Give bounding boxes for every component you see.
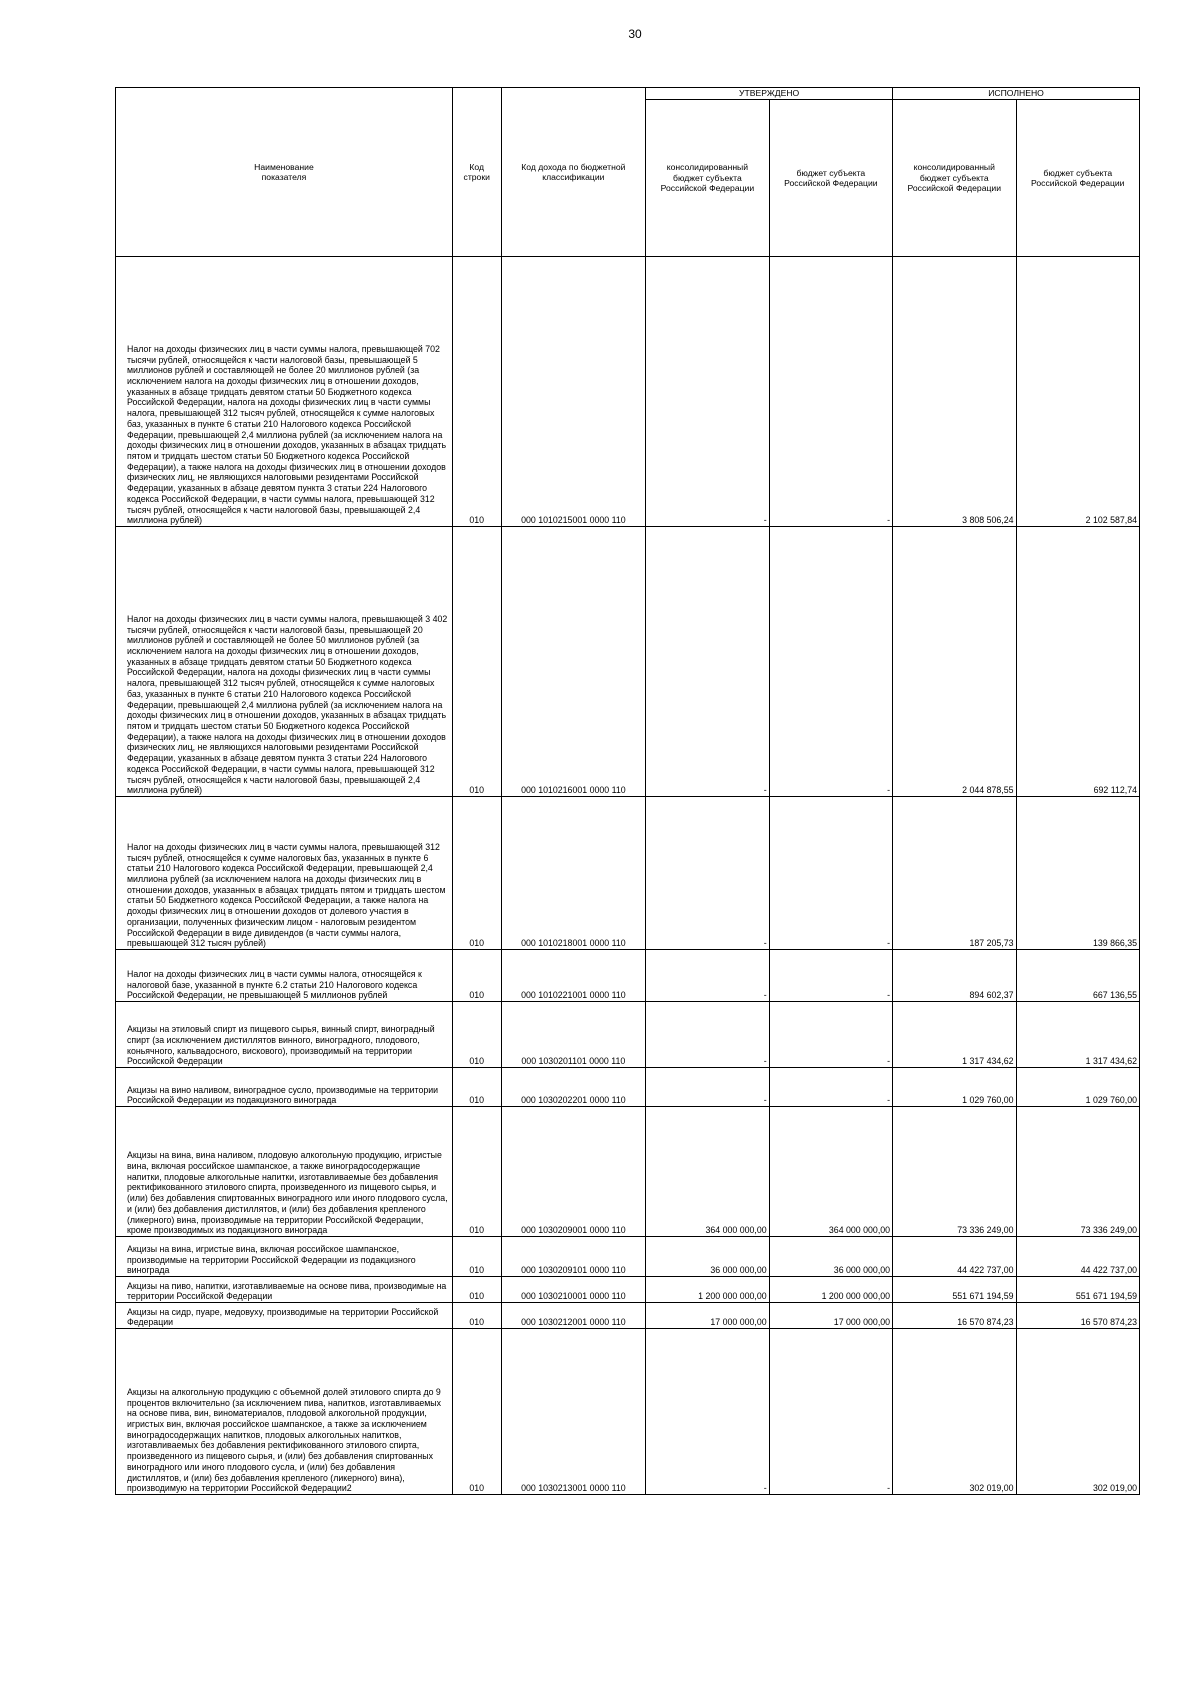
approved-consolidated: -	[646, 1329, 769, 1495]
header-approved-subject: бюджет субъекта Российской Федерации	[769, 100, 892, 257]
income-code: 000 1030209101 0000 110	[501, 1237, 646, 1277]
income-code: 000 1030213001 0000 110	[501, 1329, 646, 1495]
income-code: 000 1030209001 0000 110	[501, 1107, 646, 1237]
income-code: 000 1010216001 0000 110	[501, 527, 646, 797]
approved-subject: -	[769, 1068, 892, 1107]
indicator-name	[116, 797, 453, 950]
indicator-name-text: Налог на доходы физических лиц в части суммы налога, превышающей 702 тысячи рублей, относящейся к части налоговой базы, превышающей 5 миллионов рублей и составляющей не более 20 миллионов рублей (за исключением налога на доходы физических лиц в отношении доходов, указанных в абзаце тридцать девятом статьи 50 Бюджетного кодекса Российской Федерации, налога на доходы физических лиц в части суммы налога, превышающей 312 тысяч рублей, относящейся к сумме налоговых баз, указанных в пункте 6 статьи 210 Налогового кодекса Российской Федерации, превышающей 2,4 миллиона рублей (за исключением налога на доходы физических лиц в отношении доходов, указанных в абзацах тридцать пятом и тридцать шестом статьи 50 Бюджетного кодекса Российской Федерации), а также налога на доходы физических лиц в отношении доходов физических лиц, не являющихся налоговыми резидентами Российской Федерации, указанных в абзаце девятом пункта 3 статьи 224 Налогового кодекса Российской Федерации, в части суммы налога, превышающей 312 тысяч рублей, относящейся к части налоговой базы, превышающей 2,4 миллиона рублей)	[127, 343, 447, 526]
approved-subject: 364 000 000,00	[769, 1107, 892, 1237]
indicator-name-text: Налог на доходы физических лиц в части суммы налога, превышающей 312 тысяч рублей, относящейся к сумме налоговых баз, указанных в пункте 6 статьи 210 Налогового кодекса Российской Федерации, превышающей 2,4 миллиона рублей (за исключением налога на доходы физических лиц в отношении доходов, указанных в абзацах тридцать пятом и тридцать шестом статьи 50 Бюджетного кодекса Российской Федерации, а также налога на доходы физических лиц в отношении доходов от долевого участия в организации, полученных физическим лицом - налоговым резидентом Российской Федерации в виде дивидендов (в части суммы налога, превышающей 312 тысяч рублей)	[127, 841, 446, 949]
indicator-name	[116, 1002, 453, 1068]
income-code: 000 1010215001 0000 110	[501, 257, 646, 527]
indicator-name	[116, 1237, 453, 1277]
header-approved: УТВЕРЖДЕНО	[646, 88, 893, 100]
executed-subject: 667 136,55	[1016, 950, 1140, 1002]
row-code: 010	[452, 950, 501, 1002]
indicator-name-text: Акцизы на вина, вина наливом, плодовую алкогольную продукцию, игристые вина, включая российское шампанское, а также виноградосодержащие напитки, плодовые алкогольные напитки, изготавливаемые без добавления ректификованного этилового спирта, произведенного из пищевого сырья, и (или) без добавления спиртованных виноградного или иного плодового сусла, и (или) без добавления дистиллятов, и (или) без добавления крепленого (ликерного) вина, производимые на территории Российской Федерации, кроме производимых из подакцизного винограда	[127, 1150, 448, 1236]
indicator-name	[116, 1068, 453, 1107]
indicator-name-text: Акцизы на сидр, пуаре, медовуху, производимые на территории Российской Федерации	[127, 1306, 439, 1328]
table-row	[116, 257, 1140, 527]
executed-consolidated: 73 336 249,00	[893, 1107, 1016, 1237]
executed-consolidated: 44 422 737,00	[893, 1237, 1016, 1277]
approved-consolidated: -	[646, 1068, 769, 1107]
row-code: 010	[452, 1329, 501, 1495]
approved-consolidated: -	[646, 527, 769, 797]
approved-subject: -	[769, 257, 892, 527]
table-row	[116, 1002, 1140, 1068]
executed-subject: 44 422 737,00	[1016, 1237, 1140, 1277]
approved-subject: -	[769, 1329, 892, 1495]
indicator-name-text: Акцизы на пиво, напитки, изготавливаемые на основе пива, производимые на территории Российской Федерации	[127, 1280, 447, 1302]
approved-consolidated: 364 000 000,00	[646, 1107, 769, 1237]
approved-consolidated: 17 000 000,00	[646, 1303, 769, 1329]
table-row	[116, 797, 1140, 950]
approved-consolidated: 1 200 000 000,00	[646, 1277, 769, 1303]
executed-subject: 1 029 760,00	[1016, 1068, 1140, 1107]
row-code: 010	[452, 1237, 501, 1277]
indicator-name-text: Налог на доходы физических лиц в части суммы налога, превышающей 3 402 тысячи рублей, относящейся к части налоговой базы, превышающей 20 миллионов рублей и составляющей не более 50 миллионов рублей (за исключением налога на доходы физических лиц в отношении доходов, указанных в абзаце тридцать девятом статьи 50 Бюджетного кодекса Российской Федерации, налога на доходы физических лиц в части суммы налога, превышающей 312 тысяч рублей, относящейся к сумме налоговых баз, указанных в пункте 6 статьи 210 Налогового кодекса Российской Федерации, превышающей 2,4 миллиона рублей (за исключением налога на доходы физических лиц в отношении доходов, указанных в абзацах тридцать пятом и тридцать шестом статьи 50 Бюджетного кодекса Российской Федерации), а также налога на доходы физических лиц в отношении доходов физических лиц, не являющихся налоговыми резидентами Российской Федерации, указанных в абзаце девятом пункта 3 статьи 224 Налогового кодекса Российской Федерации, в части суммы налога, превышающей 312 тысяч рублей, относящейся к части налоговой базы, превышающей 2,4 миллиона рублей)	[127, 613, 448, 796]
executed-subject: 2 102 587,84	[1016, 257, 1140, 527]
table-row	[116, 1068, 1140, 1107]
indicator-name	[116, 1303, 453, 1329]
income-code: 000 1030201101 0000 110	[501, 1002, 646, 1068]
executed-consolidated: 894 602,37	[893, 950, 1016, 1002]
executed-subject: 1 317 434,62	[1016, 1002, 1140, 1068]
executed-consolidated: 1 029 760,00	[893, 1068, 1016, 1107]
table-row	[116, 527, 1140, 797]
table-row	[116, 1303, 1140, 1329]
header-executed-consolidated: консолидированный бюджет субъекта Российской Федерации	[893, 100, 1016, 257]
approved-subject: -	[769, 527, 892, 797]
table-row	[116, 1237, 1140, 1277]
executed-consolidated: 16 570 874,23	[893, 1303, 1016, 1329]
executed-subject: 139 866,35	[1016, 797, 1140, 950]
approved-subject: 36 000 000,00	[769, 1237, 892, 1277]
header-row-code: Код строки	[452, 88, 501, 257]
budget-table	[115, 87, 1140, 1495]
approved-consolidated: -	[646, 950, 769, 1002]
approved-consolidated: -	[646, 797, 769, 950]
indicator-name-text: Акцизы на вина, игристые вина, включая российское шампанское, производимые на территории Российской Федерации из подакцизного винограда	[127, 1243, 416, 1276]
row-code: 010	[452, 1277, 501, 1303]
indicator-name-text: Налог на доходы физических лиц в части суммы налога, относящейся к налоговой базе, указанной в пункте 6.2 статьи 210 Налогового кодекса Российской Федерации, не превышающей 5 миллионов рублей	[127, 968, 422, 1001]
indicator-name-text: Акцизы на вино наливом, виноградное сусло, производимые на территории Российской Федерации из подакцизного винограда	[127, 1084, 439, 1106]
row-code: 010	[452, 527, 501, 797]
row-code: 010	[452, 1303, 501, 1329]
header-executed-subject: бюджет субъекта Российской Федерации	[1016, 100, 1140, 257]
income-code: 000 1010221001 0000 110	[501, 950, 646, 1002]
header-group-row	[116, 88, 1140, 100]
indicator-name	[116, 1107, 453, 1237]
indicator-name	[116, 527, 453, 797]
approved-subject: -	[769, 1002, 892, 1068]
executed-subject: 16 570 874,23	[1016, 1303, 1140, 1329]
header-name: Наименование показателя	[116, 88, 453, 257]
executed-subject: 551 671 194,59	[1016, 1277, 1140, 1303]
executed-subject: 302 019,00	[1016, 1329, 1140, 1495]
row-code: 010	[452, 1107, 501, 1237]
header-income-code: Код дохода по бюджетной классификации	[501, 88, 646, 257]
approved-subject: 17 000 000,00	[769, 1303, 892, 1329]
indicator-name-text: Акцизы на алкогольную продукцию с объемной долей этилового спирта до 9 процентов включительно (за исключением пива, напитков, изготавливаемых на основе пива, вин, виноматериалов, плодовой алкогольной продукции, игристых вин, включая российское шампанское, а также за исключением виноградосодержащих напитков, плодовых алкогольных напитков, изготавливаемых без добавления ректификованного этилового спирта, произведенного из пищевого сырья, и (или) без добавления спиртованных виноградного или иного плодового сусла, и (или) без добавления дистиллятов, и (или) без добавления крепленого (ликерного) вина), производимую на территории Российской Федерации2	[127, 1386, 442, 1494]
indicator-name-text: Акцизы на этиловый спирт из пищевого сырья, винный спирт, виноградный спирт (за исключением дистиллятов винного, виноградного, плодового, коньячного, кальвадосного, вискового), производимый на территории Российской Федерации	[127, 1024, 435, 1067]
executed-subject: 73 336 249,00	[1016, 1107, 1140, 1237]
header-executed: ИСПОЛНЕНО	[893, 88, 1140, 100]
approved-subject: -	[769, 797, 892, 950]
income-code: 000 1030212001 0000 110	[501, 1303, 646, 1329]
income-code: 000 1030210001 0000 110	[501, 1277, 646, 1303]
approved-subject: -	[769, 950, 892, 1002]
executed-consolidated: 302 019,00	[893, 1329, 1016, 1495]
indicator-name	[116, 1277, 453, 1303]
executed-consolidated: 1 317 434,62	[893, 1002, 1016, 1068]
indicator-name	[116, 1329, 453, 1495]
approved-consolidated: -	[646, 257, 769, 527]
row-code: 010	[452, 1068, 501, 1107]
row-code: 010	[452, 1002, 501, 1068]
row-code: 010	[452, 797, 501, 950]
income-code: 000 1010218001 0000 110	[501, 797, 646, 950]
executed-consolidated: 551 671 194,59	[893, 1277, 1016, 1303]
table-row	[116, 1107, 1140, 1237]
executed-consolidated: 3 808 506,24	[893, 257, 1016, 527]
header-approved-consolidated: консолидированный бюджет субъекта Российской Федерации	[646, 100, 769, 257]
approved-consolidated: 36 000 000,00	[646, 1237, 769, 1277]
approved-subject: 1 200 000 000,00	[769, 1277, 892, 1303]
indicator-name	[116, 950, 453, 1002]
indicator-name	[116, 257, 453, 527]
row-code: 010	[452, 257, 501, 527]
approved-consolidated: -	[646, 1002, 769, 1068]
table-row	[116, 1277, 1140, 1303]
executed-consolidated: 2 044 878,55	[893, 527, 1016, 797]
executed-consolidated: 187 205,73	[893, 797, 1016, 950]
table-row	[116, 1329, 1140, 1495]
executed-subject: 692 112,74	[1016, 527, 1140, 797]
table-row	[116, 950, 1140, 1002]
income-code: 000 1030202201 0000 110	[501, 1068, 646, 1107]
page-number: 30	[628, 27, 642, 41]
